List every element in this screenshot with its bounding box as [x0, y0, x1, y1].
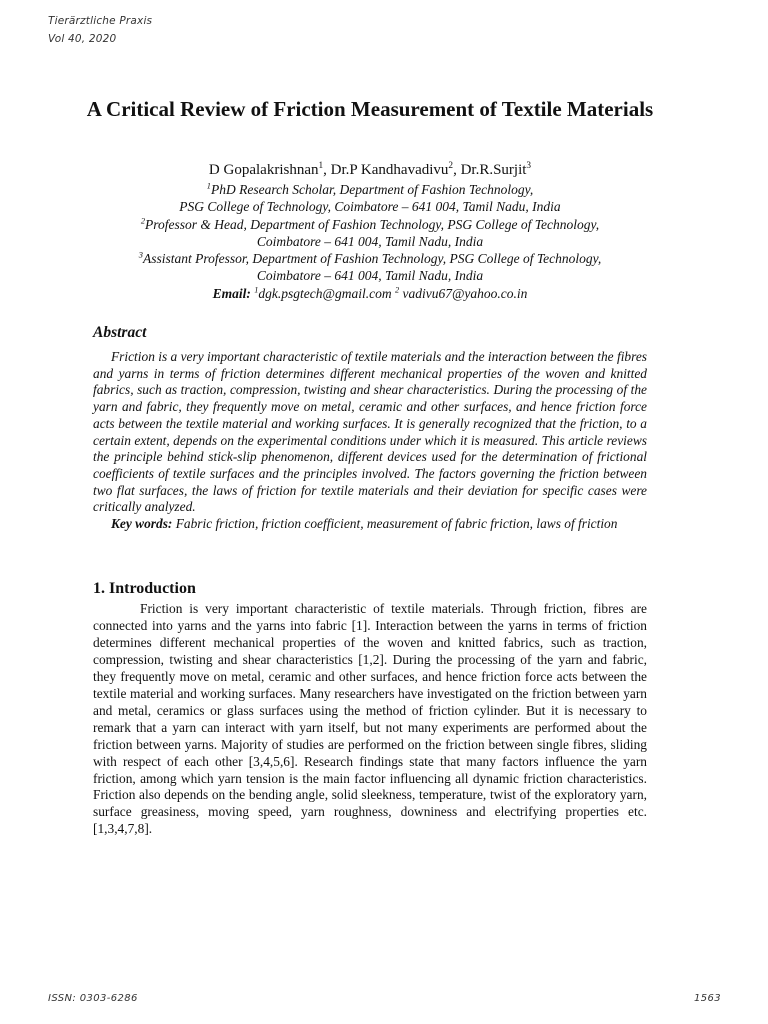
author-affiliation-mark: 3 [526, 161, 532, 171]
introduction-body [93, 601, 647, 838]
author-separator: , [453, 162, 461, 178]
affiliation-line [60, 250, 680, 267]
affiliation-line [60, 181, 680, 198]
keywords [93, 516, 647, 533]
affiliation-text: Assistant Professor, Department of Fashion Technology, PSG College of Technology, [142, 251, 602, 267]
abstract-heading: Abstract [93, 324, 147, 341]
author-list [60, 162, 680, 179]
author-name: Dr.R.Surjit [460, 162, 527, 178]
email-address[interactable]: dgk.psgtech@gmail.com [258, 285, 392, 301]
footer-issn: ISSN: 0303-6286 [48, 993, 138, 1004]
author-separator: , [323, 162, 331, 178]
affiliation-text: PhD Research Scholar, Department of Fashion Technology, [210, 182, 534, 197]
author-name: D Gopalakrishnan [208, 162, 319, 178]
author-affiliation-mark: 2 [448, 161, 454, 171]
paper-title: A Critical Review of Friction Measurement of Textile Materials [86, 97, 654, 121]
section-heading-introduction: 1. Introduction [93, 580, 196, 597]
affiliation-line: PSG College of Technology, Coimbatore – 641 004, Tamil Nadu, India [179, 199, 561, 215]
email-address[interactable]: vadivu67@yahoo.co.in [402, 285, 528, 301]
author-affiliation-mark: 1 [318, 161, 324, 171]
email-mark: 1 [254, 285, 259, 295]
introduction-paragraph: Friction is very important characteristic of textile materials. Through friction, fibres are connected into yarns and the yarns into fabric [1]. Interaction between the yarns in terms of friction determines different mechanical properties of the woven and knitted fabrics, such as traction, compression, twisting and shear characteristics [1,2]. During the processing of the yarn and fabric, they frequently move on metal, ceramic and other surfaces, and hence friction force acts between the textile material and working surfaces. Many researchers have investigated on the friction between yarn and metal, ceramics or glass surfaces using the method of friction cylinder. But it is necessary to remark that a yarn can interact with yarn itself, but not many experiments are performed about the friction between yarns. Majority of studies are performed on the friction between single fibres, sliding with respect of each other [3,4,5,6]. Research findings state that many factors influence the yarn friction, among which yarn tension is the main factor influencing all dynamic friction characteristics. Friction also depends on the bending angle, solid sleekness, temperature, twist of the exploratory yarn, surface greasiness, moving speed, yarn roughness, downiness and electrifying properties etc.[1,3,4,7,8]. [93, 601, 647, 837]
author-name: Dr.P Kandhavadivu [330, 162, 449, 178]
email-mark: 2 [394, 285, 400, 295]
affiliation-mark: 1 [206, 181, 211, 191]
page-number: 1563 [693, 993, 721, 1004]
affiliation-mark: 2 [140, 216, 146, 226]
keywords-label: Key words: [111, 516, 173, 532]
affiliations [60, 181, 680, 302]
affiliation-line: Coimbatore – 641 004, Tamil Nadu, India [256, 233, 484, 249]
affiliation-text: Professor & Head, Department of Fashion Technology, PSG College of Technology, [145, 216, 600, 232]
keywords-text: Fabric friction, friction coefficient, measurement of fabric friction, laws of friction [175, 516, 618, 532]
affiliation-mark: 3 [138, 250, 143, 260]
email-line [60, 285, 680, 302]
affiliation-line [60, 216, 680, 233]
affiliation-line: Coimbatore – 641 004, Tamil Nadu, India [256, 268, 484, 284]
running-header-journal: Tierärztliche Praxis [48, 15, 153, 27]
abstract-body [93, 349, 647, 533]
email-label: Email: [212, 285, 251, 301]
running-header-volume: Vol 40, 2020 [48, 33, 117, 45]
abstract-text: Friction is a very important characteristic of textile materials and the interaction between the fibres and yarns in terms of friction determines different mechanical properties of the woven and knitted fabrics, such as traction, compression, twisting and shear characteristics. During the processing of the yarn and fabric, they frequently move on metal, ceramic and other surfaces, and hence friction force acts between the textile material and working surfaces. It is generally recognized that the friction, to a certain extent, depends on the experimental conditions under which it is measured. This article reviews the principle behind stick-slip phenomenon, different devices used for the determination of frictional coefficients of textile surfaces and the principles involved. The factors governing the friction between two flat surfaces, the laws of friction for textile materials and their deviation for specific cases were critically analyzed. [93, 349, 647, 515]
